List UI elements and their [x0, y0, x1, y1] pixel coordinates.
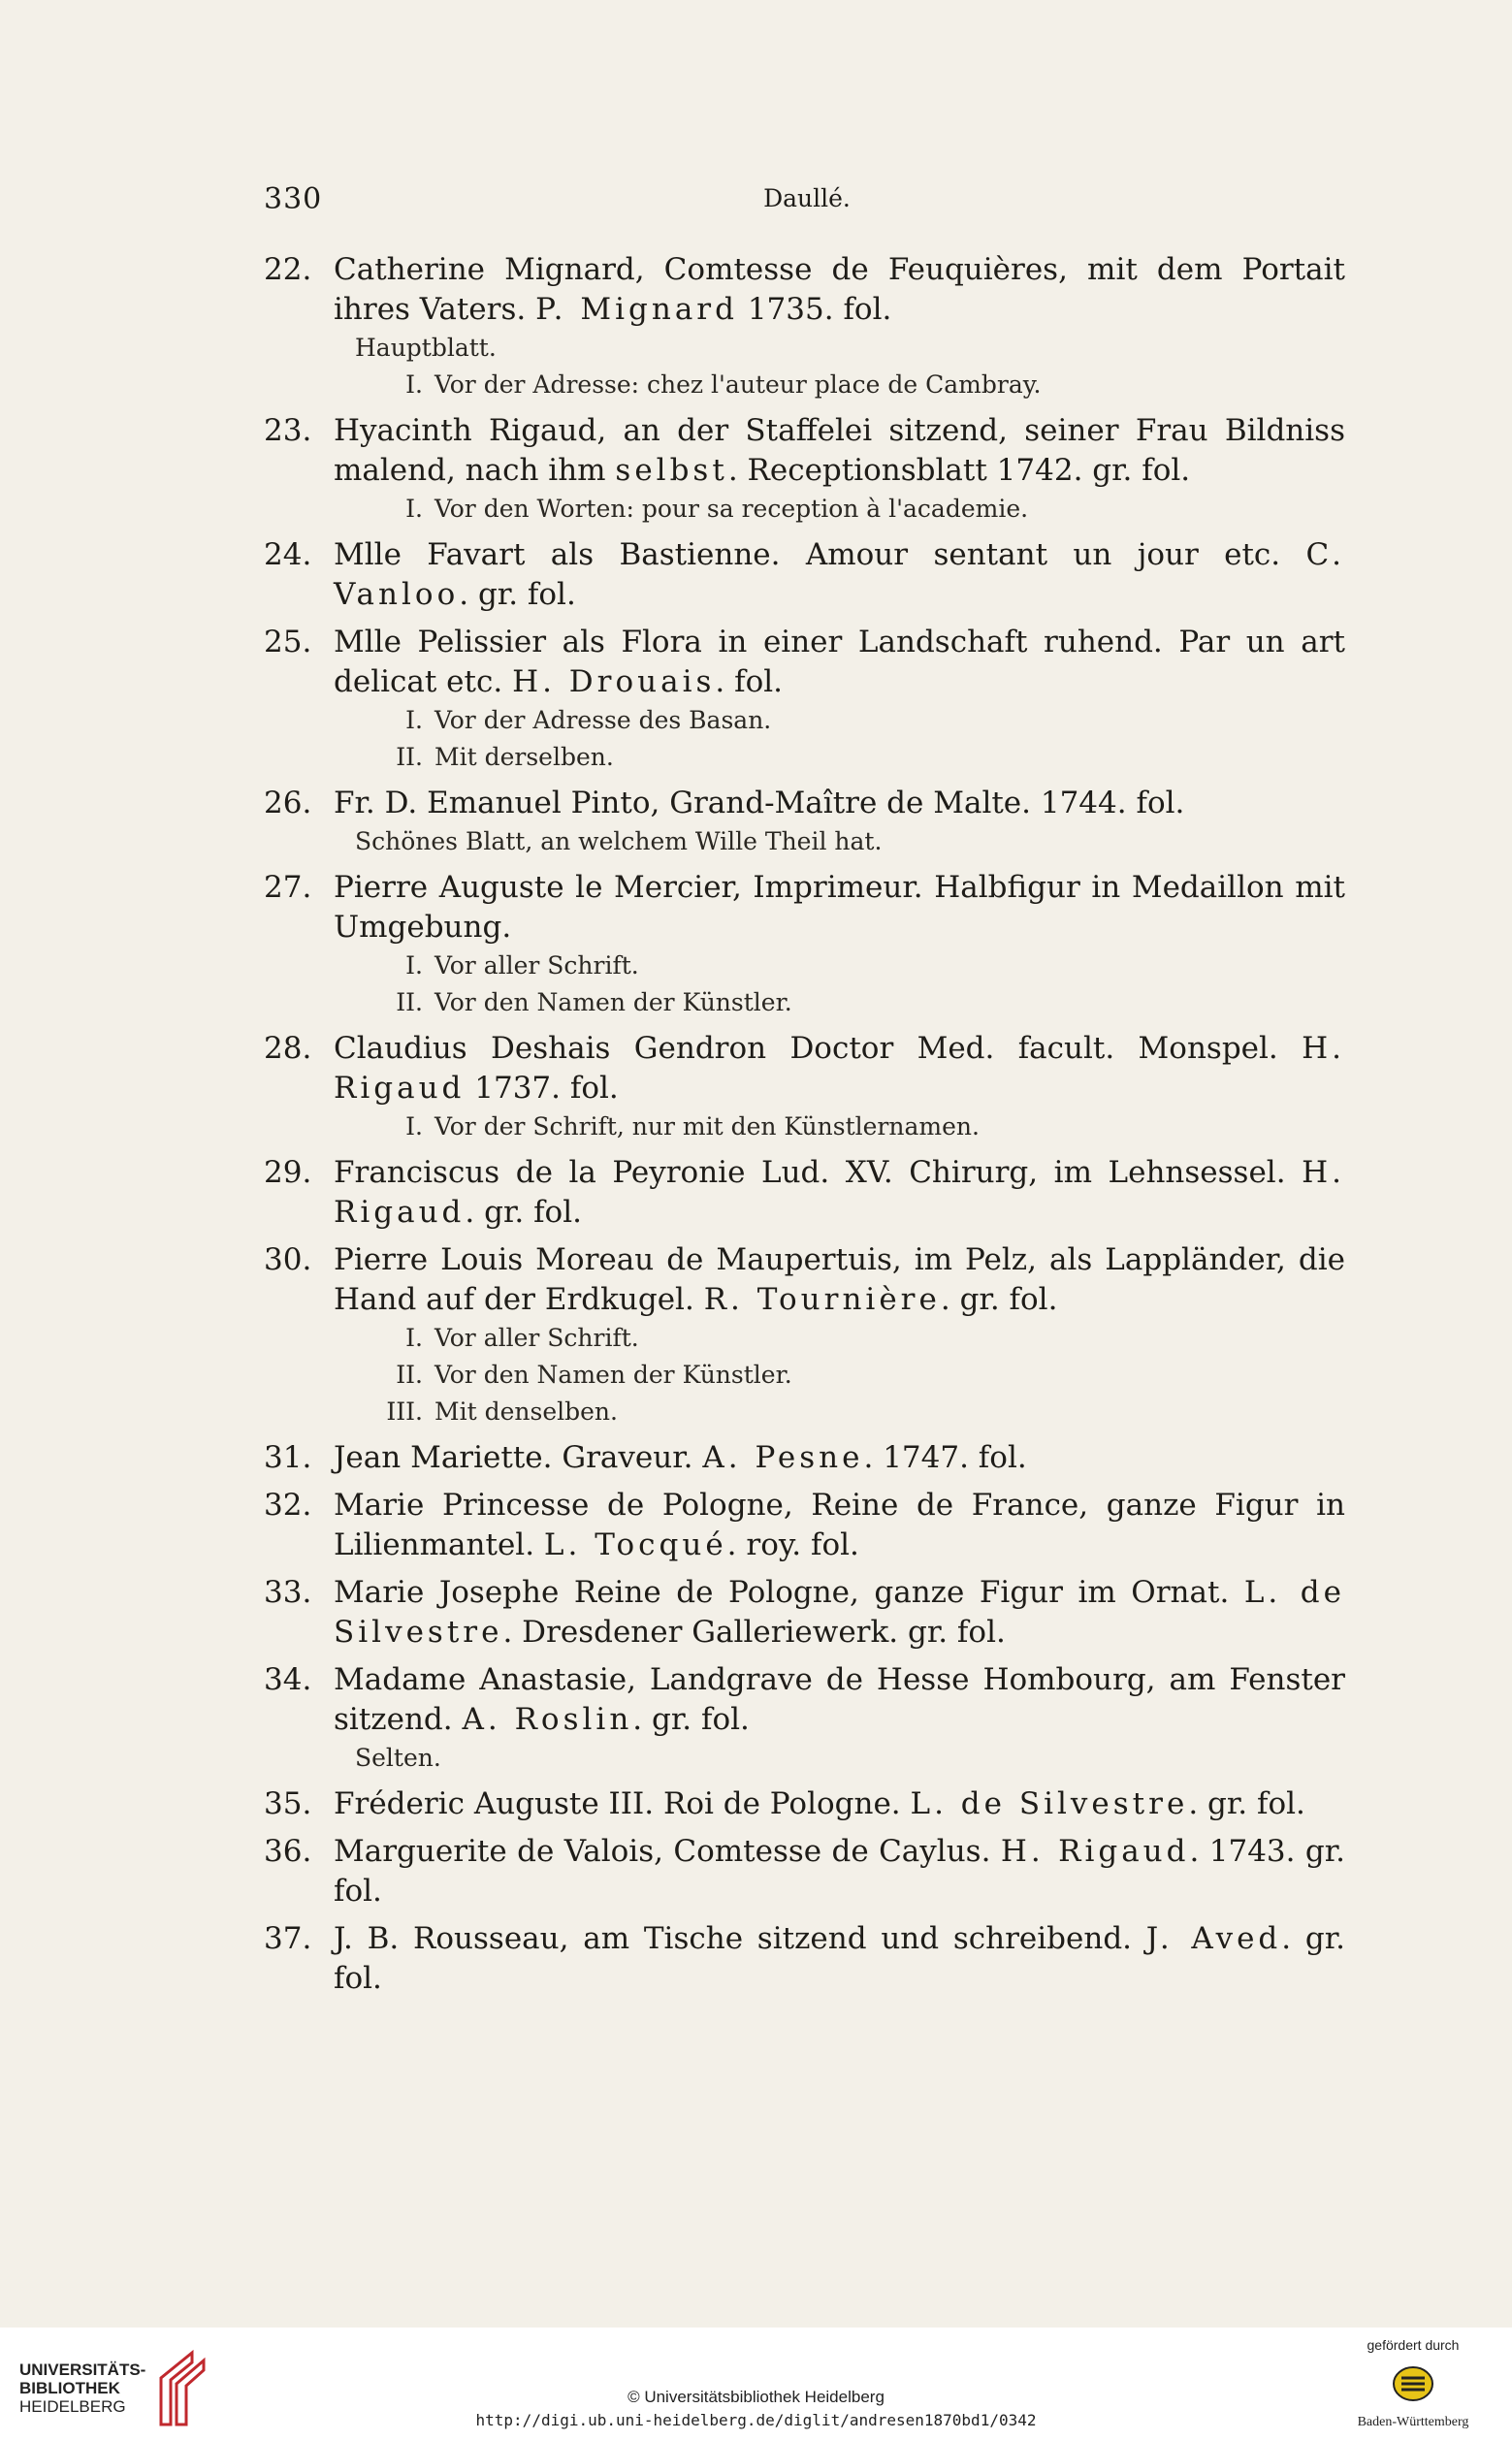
print-state [334, 367, 1345, 403]
state-numeral: I. [405, 1112, 423, 1140]
artist-name: C. Vanloo [334, 537, 1345, 612]
state-numeral: I. [405, 1324, 423, 1352]
state-text: Vor aller Schrift. [434, 951, 639, 980]
entry-number: 34. [264, 1662, 312, 1697]
print-state [334, 984, 1345, 1021]
artist-name: H. Rigaud [334, 1031, 1345, 1106]
entry-description [334, 1438, 1345, 1478]
entry-description [334, 1784, 1345, 1824]
entry-text: Marie Josephe Reine de Pologne, ganze Figur im Ornat. [334, 1575, 1244, 1610]
entry-text: Claudius Deshais Gendron Doctor Med. facult. Monspel. [334, 1031, 1303, 1066]
entry-number: 22. [264, 252, 312, 287]
entry-description [334, 1153, 1345, 1233]
entry-number: 35. [264, 1786, 312, 1821]
catalogue-entry [264, 535, 1345, 615]
artist-name: R. Tournière [703, 1282, 941, 1317]
entry-number: 24. [264, 537, 312, 572]
entry-description [334, 1660, 1345, 1740]
state-text: Vor den Namen der Künstler. [434, 988, 792, 1016]
catalogue-entry [264, 1784, 1345, 1824]
entry-number: 28. [264, 1031, 312, 1066]
entry-number: 33. [264, 1575, 312, 1610]
entry-text: Hyacinth Rigaud, an der Staffelei sitzend, seiner Frau Bildniss malend, nach ihm [334, 413, 1345, 488]
entry-text: Pierre Louis Moreau de Maupertuis, im Pelz, als Lappländer, die Hand auf der Erdkugel. [334, 1242, 1345, 1317]
state-text: Mit derselben. [434, 743, 614, 771]
entry-description [334, 250, 1345, 330]
entry-text: Mlle Pelissier als Flora in einer Landschaft ruhend. Par un art delicat etc. [334, 625, 1345, 699]
entry-text: 1735. fol. [737, 292, 892, 327]
catalogue-entry [264, 868, 1345, 1021]
state-numeral: II. [396, 1361, 423, 1389]
entry-text: Franciscus de la Peyronie Lud. XV. Chirurg, im Lehnsessel. [334, 1155, 1303, 1190]
sponsor-block [1335, 2337, 1491, 2434]
copyright-text: © Universitätsbibliothek Heidelberg [627, 2388, 885, 2406]
catalogue-entries [264, 250, 1345, 2007]
print-state [334, 491, 1345, 528]
state-numeral: I. [405, 951, 423, 980]
artist-name: H. Rigaud [334, 1155, 1345, 1230]
catalogue-entry [264, 1240, 1345, 1430]
state-numeral: III. [386, 1397, 423, 1426]
artist-name: L. de Silvestre [334, 1575, 1346, 1650]
state-numeral: II. [396, 988, 423, 1016]
state-numeral: I. [405, 706, 423, 734]
entry-text: . 1743. gr. fol. [334, 1834, 1345, 1909]
coat-of-arms-icon [1392, 2362, 1434, 2405]
entry-text: . 1747. fol. [863, 1440, 1027, 1475]
library-name-line1: UNIVERSITÄTS- [19, 2361, 146, 2379]
catalogue-entry [264, 784, 1345, 860]
artist-name: L. de Silvestre [910, 1786, 1189, 1821]
state-text: Vor aller Schrift. [434, 1324, 639, 1352]
entry-text: . gr. fol. [940, 1282, 1058, 1317]
print-state [334, 1108, 1345, 1145]
state-numeral: I. [405, 370, 423, 399]
artist-name: L. Tocqué [543, 1527, 727, 1562]
entry-description [334, 1832, 1345, 1911]
print-state [334, 947, 1345, 984]
state-text: Vor den Worten: pour sa reception à l'academie. [434, 495, 1029, 523]
entry-text: Fréderic Auguste III. Roi de Pologne. [334, 1786, 911, 1821]
catalogue-entry [264, 250, 1345, 403]
sponsor-name: Baden-Württemberg [1357, 2415, 1469, 2429]
entry-text: . Dresdener Galleriewerk. gr. fol. [502, 1615, 1006, 1650]
entry-text: . Receptionsblatt 1742. gr. fol. [727, 453, 1191, 488]
entry-text: . roy. fol. [726, 1527, 859, 1562]
entry-text: Madame Anastasie, Landgrave de Hesse Hombourg, am Fenster sitzend. [334, 1662, 1345, 1737]
entry-text: Pierre Auguste le Mercier, Imprimeur. Halbfigur in Medaillon mit Umgebung. [334, 870, 1345, 945]
entry-note: Hauptblatt. [355, 334, 497, 362]
catalogue-entry [264, 1153, 1345, 1233]
library-name-line3: HEIDELBERG [19, 2397, 126, 2416]
entry-text: Marguerite de Valois, Comtesse de Caylus. [334, 1834, 1001, 1869]
entry-number: 26. [264, 786, 312, 820]
artist-name: selbst [615, 453, 728, 488]
entry-text: Catherine Mignard, Comtesse de Feuquières, mit dem Portait ihres Vaters. [334, 252, 1345, 327]
sponsor-label: gefördert durch [1367, 2337, 1460, 2353]
catalogue-entry [264, 1919, 1345, 1999]
print-state [334, 1320, 1345, 1357]
entry-text: Jean Mariette. Graveur. [334, 1440, 703, 1475]
entry-text: . gr. fol. [459, 577, 576, 612]
entry-number: 36. [264, 1834, 312, 1869]
catalogue-entry [264, 1438, 1345, 1478]
entry-text: Mlle Favart als Bastienne. Amour sentant un jour etc. [334, 537, 1306, 572]
print-state [334, 1357, 1345, 1394]
entry-note: Selten. [355, 1744, 441, 1772]
state-numeral: I. [405, 495, 423, 523]
state-text: Vor der Adresse des Basan. [434, 706, 772, 734]
artist-name: H. Rigaud [1000, 1834, 1190, 1869]
state-text: Mit denselben. [434, 1397, 618, 1426]
page-number: 330 [264, 182, 323, 216]
entry-description [334, 784, 1345, 823]
print-state [334, 702, 1345, 739]
entry-text: . gr. fol. [334, 1921, 1345, 1996]
entry-text: . gr. fol. [1188, 1786, 1305, 1821]
entry-text: J. B. Rousseau, am Tische sitzend und schreibend. [334, 1921, 1146, 1956]
entry-text: . gr. fol. [632, 1702, 750, 1737]
print-state [334, 1394, 1345, 1430]
entry-description [334, 623, 1345, 702]
entry-description [334, 868, 1345, 947]
entry-note: Schönes Blatt, an welchem Wille Theil hat. [355, 827, 883, 855]
library-name-line2: BIBLIOTHEK [19, 2379, 120, 2397]
entry-number: 37. [264, 1921, 312, 1956]
entry-text: . fol. [715, 664, 784, 699]
entry-number: 23. [264, 413, 312, 448]
catalogue-entry [264, 1660, 1345, 1777]
entry-text: 1737. fol. [465, 1071, 619, 1106]
entry-number: 30. [264, 1242, 312, 1277]
artist-name: A. Pesne [702, 1440, 864, 1475]
catalogue-entry [264, 623, 1345, 776]
entry-description [334, 1573, 1345, 1653]
catalogue-entry [264, 1832, 1345, 1911]
entry-description [334, 1486, 1345, 1565]
artist-name: P. Mignard [535, 292, 738, 327]
entry-text: Fr. D. Emanuel Pinto, Grand-Maître de Malte. 1744. fol. [334, 786, 1185, 820]
catalogue-entry [264, 1573, 1345, 1653]
running-title: Daullé. [763, 184, 851, 212]
entry-description [334, 1919, 1345, 1999]
entry-description [334, 411, 1345, 491]
state-text: Vor der Schrift, nur mit den Künstlernamen. [434, 1112, 980, 1140]
artist-name: J. Aved [1145, 1921, 1282, 1956]
entry-description [334, 1240, 1345, 1320]
state-text: Vor den Namen der Künstler. [434, 1361, 792, 1389]
entry-text: Marie Princesse de Pologne, Reine de France, ganze Figur in Lilienmantel. [334, 1488, 1345, 1562]
entry-number: 32. [264, 1488, 312, 1523]
artist-name: H. Drouais [512, 664, 716, 699]
permalink-url[interactable]: http://digi.ub.uni-heidelberg.de/diglit/andresen1870bd1/0342 [475, 2411, 1037, 2429]
state-numeral: II. [396, 743, 423, 771]
catalogue-entry [264, 411, 1345, 528]
entry-description [334, 535, 1345, 615]
entry-number: 27. [264, 870, 312, 905]
catalogue-entry [264, 1029, 1345, 1145]
print-state [334, 739, 1345, 776]
artist-name: A. Roslin [462, 1702, 633, 1737]
state-text: Vor der Adresse: chez l'auteur place de Cambray. [434, 370, 1042, 399]
entry-number: 31. [264, 1440, 312, 1475]
entry-description [334, 1029, 1345, 1108]
entry-number: 29. [264, 1155, 312, 1190]
entry-text: . gr. fol. [465, 1195, 582, 1230]
catalogue-entry [264, 1486, 1345, 1565]
running-header [264, 182, 1350, 221]
footer-bar [0, 2328, 1512, 2441]
entry-number: 25. [264, 625, 312, 659]
